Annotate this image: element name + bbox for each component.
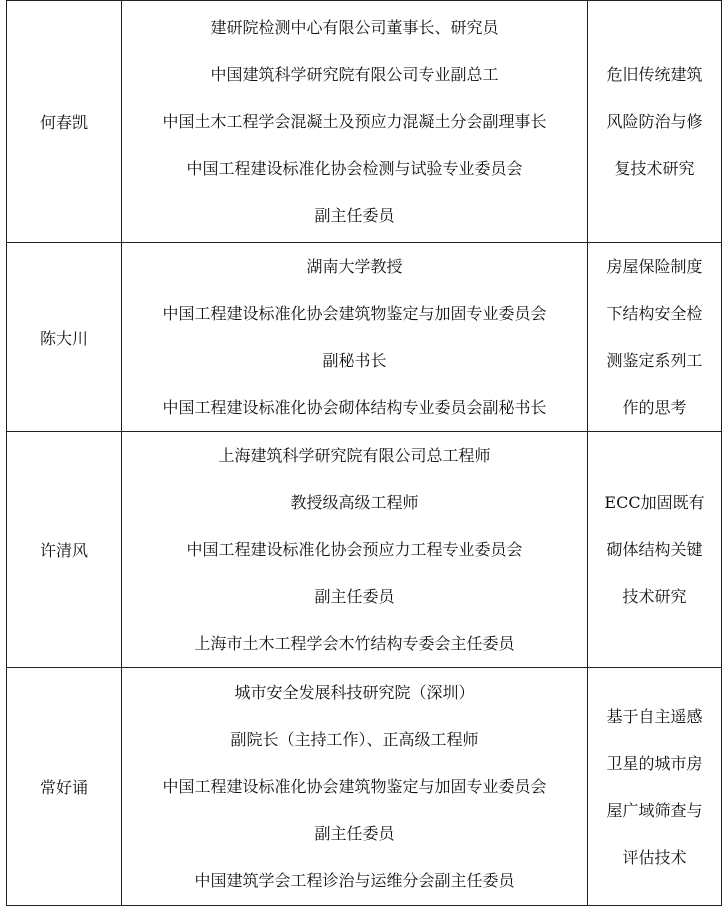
speaker-name-cell bbox=[7, 432, 122, 668]
speaker-name-cell bbox=[7, 1, 122, 243]
talk-topic-line: ECC加固既有 bbox=[604, 493, 705, 512]
talk-topic-line: 房屋保险制度 bbox=[606, 257, 703, 276]
talk-topic-line: 测鉴定系列工 bbox=[606, 351, 703, 370]
table-row bbox=[7, 432, 722, 668]
speaker-title-line: 上海建筑科学研究院有限公司总工程师 bbox=[218, 446, 491, 465]
speaker-title-line: 教授级高级工程师 bbox=[290, 493, 419, 512]
speaker-name: 常好诵 bbox=[39, 778, 88, 797]
speaker-title-line: 建研院检测中心有限公司董事长、研究员 bbox=[210, 18, 499, 37]
talk-topic-line: 危旧传统建筑 bbox=[606, 65, 703, 84]
talk-topic-cell bbox=[588, 1, 722, 243]
talk-topic-line: 下结构安全检 bbox=[606, 304, 703, 323]
speaker-title-line: 中国土木工程学会混凝土及预应力混凝土分会副理事长 bbox=[162, 112, 547, 131]
table-row bbox=[7, 668, 722, 906]
speaker-title-line: 副院长（主持工作）、正高级工程师 bbox=[230, 730, 479, 749]
speaker-title-line: 副主任委员 bbox=[314, 587, 395, 606]
talk-topic-cell bbox=[588, 432, 722, 668]
speaker-titles-cell bbox=[122, 432, 588, 668]
talk-topic-line: 风险防治与修 bbox=[606, 112, 703, 131]
talk-topic-line: 卫星的城市房 bbox=[606, 753, 703, 773]
talk-topic-line: 砌体结构关键 bbox=[606, 540, 703, 559]
speaker-name: 陈大川 bbox=[39, 328, 88, 348]
talk-topic-line: 复技术研究 bbox=[614, 159, 695, 178]
speaker-name-cell bbox=[7, 668, 122, 906]
talk-topic-cell bbox=[588, 243, 722, 432]
speaker-title-line: 中国工程建设标准化协会检测与试验专业委员会 bbox=[186, 159, 523, 178]
talk-topic-line: 作的思考 bbox=[622, 398, 687, 417]
table-row bbox=[7, 1, 722, 243]
talk-topic-line: 基于自主遥感 bbox=[606, 706, 703, 726]
talk-topic-line: 屋广域筛查与 bbox=[606, 800, 703, 820]
speaker-title-line: 湖南大学教授 bbox=[306, 257, 403, 276]
speaker-titles-cell bbox=[122, 668, 588, 906]
talk-topic-line: 评估技术 bbox=[622, 847, 687, 867]
speaker-title-line: 中国建筑学会工程诊治与运维分会副主任委员 bbox=[194, 871, 515, 890]
speaker-title-line: 城市安全发展科技研究院（深圳） bbox=[234, 683, 475, 702]
speaker-title-line: 副主任委员 bbox=[314, 206, 395, 225]
speaker-table bbox=[6, 0, 722, 906]
talk-topic-cell bbox=[588, 668, 722, 906]
speaker-titles-cell bbox=[122, 243, 588, 432]
talk-topic-line: 技术研究 bbox=[622, 587, 687, 606]
speaker-title-line: 上海市土木工程学会木竹结构专委会主任委员 bbox=[194, 634, 515, 653]
table-row bbox=[7, 243, 722, 432]
speaker-title-line: 中国工程建设标准化协会建筑物鉴定与加固专业委员会 bbox=[162, 777, 547, 796]
speaker-title-line: 中国工程建设标准化协会预应力工程专业委员会 bbox=[186, 540, 523, 559]
speaker-name-cell bbox=[7, 243, 122, 432]
speaker-title-line: 中国建筑科学研究院有限公司专业副总工 bbox=[210, 65, 499, 84]
speaker-title-line: 副秘书长 bbox=[322, 351, 387, 370]
speaker-name: 何春凯 bbox=[39, 113, 88, 132]
speaker-title-line: 副主任委员 bbox=[314, 824, 395, 843]
speaker-title-line: 中国工程建设标准化协会砌体结构专业委员会副秘书长 bbox=[162, 398, 547, 417]
speaker-name: 许清风 bbox=[39, 541, 88, 560]
speaker-title-line: 中国工程建设标准化协会建筑物鉴定与加固专业委员会 bbox=[162, 304, 547, 323]
speaker-titles-cell bbox=[122, 1, 588, 243]
